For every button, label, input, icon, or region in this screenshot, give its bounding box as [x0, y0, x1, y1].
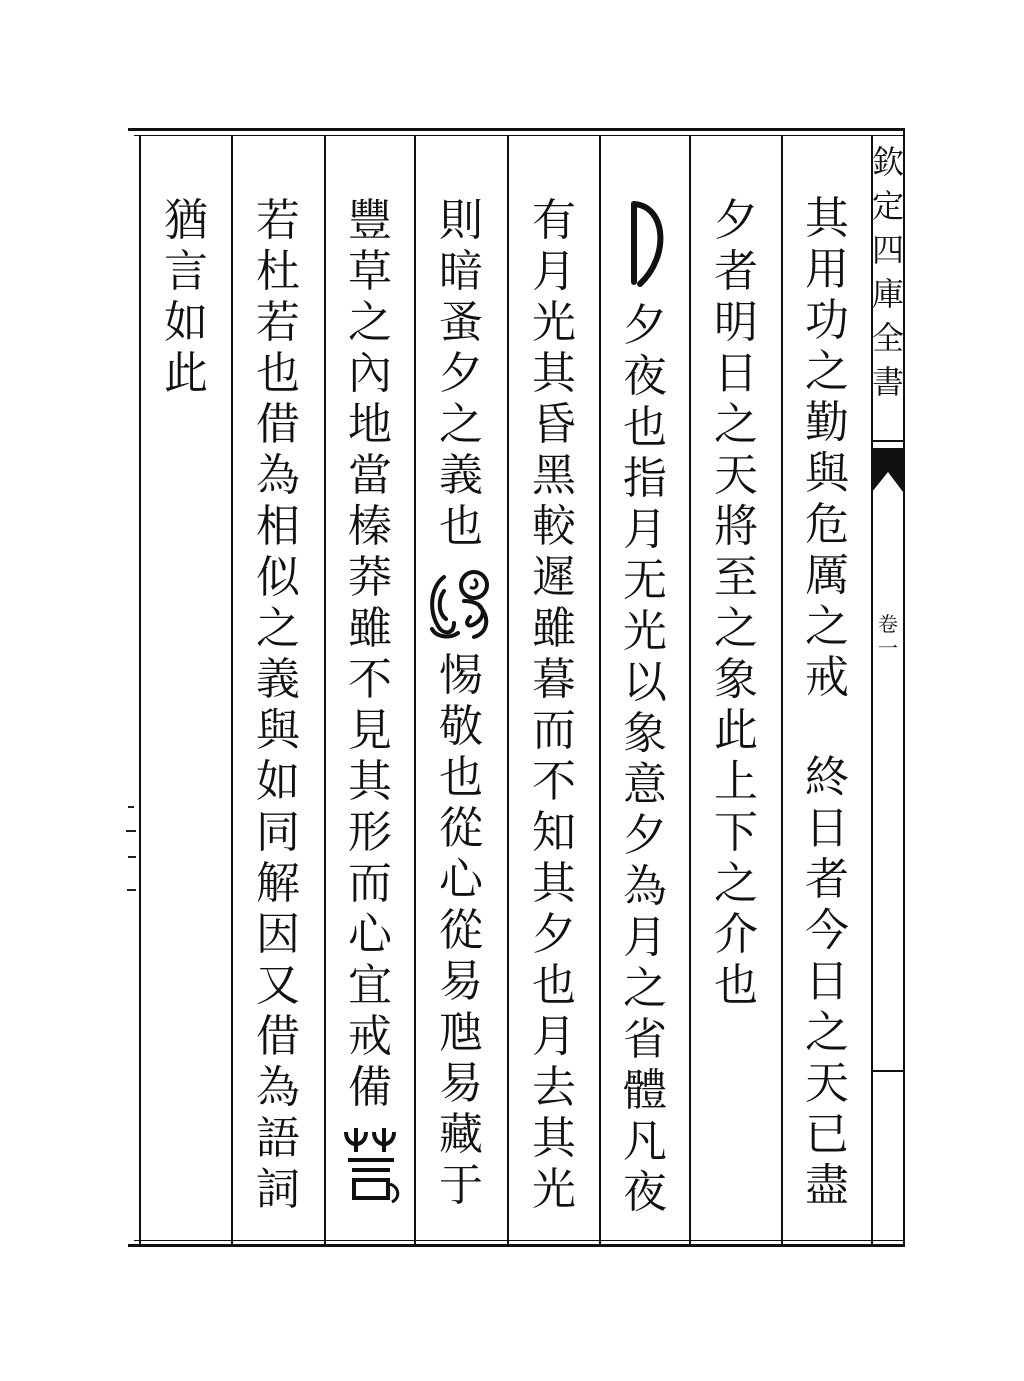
character: 定 — [871, 187, 904, 225]
character: 天 — [714, 450, 758, 501]
character: 為 — [623, 861, 667, 912]
character: 書 — [871, 363, 904, 401]
character: 明 — [714, 297, 758, 348]
character: 從 — [439, 905, 483, 956]
character: 功 — [805, 295, 849, 346]
character: 也 — [714, 960, 758, 1011]
column-rule — [689, 135, 691, 1244]
fish-tail-mark — [872, 448, 903, 494]
character: 昏 — [532, 399, 576, 450]
text-column-2 — [704, 195, 768, 1011]
character: 意 — [623, 759, 667, 810]
character: 而 — [532, 705, 576, 756]
character: 月 — [623, 912, 667, 963]
character: 備 — [348, 1062, 392, 1113]
character: 如 — [164, 297, 208, 348]
character: 黑 — [532, 450, 576, 501]
character: 戒 — [348, 1011, 392, 1062]
character: 形 — [348, 807, 392, 858]
character: 凡 — [623, 1116, 667, 1167]
character: 其 — [532, 858, 576, 909]
character: 戒 — [805, 652, 849, 703]
character: 其 — [532, 348, 576, 399]
column-rule — [231, 135, 233, 1244]
character: 省 — [623, 1014, 667, 1065]
character: 其 — [348, 756, 392, 807]
character: 體 — [623, 1065, 667, 1116]
character: 蚤 — [439, 297, 483, 348]
character: 當 — [348, 450, 392, 501]
character: 月 — [532, 1011, 576, 1062]
character: 似 — [256, 552, 300, 603]
character: 无 — [623, 555, 667, 606]
character: 勤 — [805, 397, 849, 448]
character: 已 — [805, 1109, 849, 1160]
book-title — [871, 140, 905, 404]
seal-script-glyph — [620, 198, 674, 290]
seal-script-glyph — [340, 1124, 402, 1204]
character: 暗 — [439, 246, 483, 297]
character: 終 — [805, 752, 849, 803]
character: 也 — [439, 752, 483, 803]
character: 月 — [532, 246, 576, 297]
character: 言 — [164, 246, 208, 297]
frame-left-border — [139, 135, 141, 1244]
character: 危 — [805, 499, 849, 550]
character: 光 — [623, 606, 667, 657]
character: 有 — [532, 195, 576, 246]
character: 日 — [805, 803, 849, 854]
character: 知 — [532, 807, 576, 858]
character: 日 — [714, 348, 758, 399]
character: 象 — [623, 708, 667, 759]
character: 莽 — [348, 552, 392, 603]
character: 用 — [805, 244, 849, 295]
character: 猶 — [164, 195, 208, 246]
character: 其 — [532, 1113, 576, 1164]
character: 而 — [348, 858, 392, 909]
character: 借 — [256, 1011, 300, 1062]
character: 詞 — [256, 1164, 300, 1215]
character: 解 — [256, 858, 300, 909]
character: 不 — [348, 654, 392, 705]
character: 夕 — [532, 909, 576, 960]
character: 之 — [805, 601, 849, 652]
character: 為 — [256, 450, 300, 501]
character: 全 — [871, 319, 904, 357]
column-rule — [324, 135, 326, 1244]
character: 杜 — [256, 246, 300, 297]
character: 夜 — [623, 1167, 667, 1218]
character: 今 — [805, 905, 849, 956]
character: 夕 — [439, 348, 483, 399]
character: 天 — [805, 1058, 849, 1109]
character: 下 — [714, 807, 758, 858]
character: 藏 — [439, 1109, 483, 1160]
scan-speck — [128, 856, 136, 858]
character: 上 — [714, 756, 758, 807]
character: 遲 — [532, 552, 576, 603]
character: 以 — [623, 657, 667, 708]
character: 將 — [714, 501, 758, 552]
character: 此 — [714, 705, 758, 756]
frame-top-inner-border — [134, 135, 905, 136]
character: 厲 — [805, 550, 849, 601]
character: 之 — [623, 963, 667, 1014]
text-column-5-part-1 — [429, 195, 493, 552]
character: 也 — [532, 960, 576, 1011]
frame-bottom-border — [128, 1244, 905, 1247]
character: 之 — [256, 603, 300, 654]
character: 一 — [878, 636, 898, 660]
character: 之 — [714, 399, 758, 450]
character: 敬 — [439, 701, 483, 752]
character: 從 — [439, 803, 483, 854]
character: 同 — [256, 807, 300, 858]
character: 因 — [256, 909, 300, 960]
character: 易 — [439, 956, 483, 1007]
character: 易 — [439, 1058, 483, 1109]
character: 此 — [164, 348, 208, 399]
character: 之 — [439, 399, 483, 450]
character: 心 — [348, 909, 392, 960]
character: 雖 — [348, 603, 392, 654]
text-column-6 — [338, 195, 402, 1113]
character: 光 — [532, 1164, 576, 1215]
character: 相 — [256, 501, 300, 552]
character: 則 — [439, 195, 483, 246]
character: 心 — [439, 854, 483, 905]
character: 之 — [714, 603, 758, 654]
character: 去 — [532, 1062, 576, 1113]
character: 暮 — [532, 654, 576, 705]
character: 之 — [348, 297, 392, 348]
text-column-1-part-2 — [795, 752, 859, 1211]
column-rule — [599, 135, 601, 1244]
character: 若 — [256, 297, 300, 348]
character: 見 — [348, 705, 392, 756]
character: 光 — [532, 297, 576, 348]
character: 其 — [805, 193, 849, 244]
character: 內 — [348, 348, 392, 399]
character: 庫 — [871, 275, 904, 313]
character: 月 — [623, 504, 667, 555]
volume-label — [873, 612, 903, 660]
text-column-3 — [613, 300, 677, 1218]
character: 欽 — [871, 143, 904, 181]
text-column-7 — [246, 195, 310, 1215]
frame-top-border — [128, 128, 905, 131]
character: 為 — [256, 1062, 300, 1113]
character: 指 — [623, 453, 667, 504]
character: 也 — [256, 348, 300, 399]
character: 日 — [805, 956, 849, 1007]
character: 若 — [256, 195, 300, 246]
column-rule — [781, 135, 783, 1244]
character: 宜 — [348, 960, 392, 1011]
character: 語 — [256, 1113, 300, 1164]
margin-divider — [872, 1070, 903, 1072]
character: 卷 — [878, 612, 898, 636]
scan-speck — [126, 830, 136, 832]
character: 盡 — [805, 1160, 849, 1211]
text-column-8 — [154, 195, 218, 399]
scan-speck — [128, 806, 134, 808]
character: 之 — [805, 1007, 849, 1058]
character: 至 — [714, 552, 758, 603]
character: 之 — [805, 346, 849, 397]
character: 之 — [714, 858, 758, 909]
character: 也 — [439, 501, 483, 552]
character: 夜 — [623, 351, 667, 402]
character: 夕 — [623, 810, 667, 861]
character: 草 — [348, 246, 392, 297]
character: 借 — [256, 399, 300, 450]
margin-divider — [872, 440, 903, 442]
character: 者 — [805, 854, 849, 905]
character: 與 — [805, 448, 849, 499]
column-rule — [507, 135, 509, 1244]
character: 虺 — [439, 1007, 483, 1058]
character: 與 — [256, 705, 300, 756]
text-column-1-part-1 — [795, 193, 859, 703]
character: 四 — [871, 231, 904, 269]
character: 夕 — [714, 195, 758, 246]
character: 豐 — [348, 195, 392, 246]
text-column-5-part-2 — [429, 650, 493, 1211]
seal-script-glyph — [424, 563, 496, 641]
scan-speck — [127, 889, 136, 891]
character: 不 — [532, 756, 576, 807]
text-column-4 — [522, 195, 586, 1215]
character: 如 — [256, 756, 300, 807]
character: 義 — [439, 450, 483, 501]
frame-bottom-inner-border — [134, 1240, 905, 1241]
character: 也 — [623, 402, 667, 453]
character: 地 — [348, 399, 392, 450]
character: 介 — [714, 909, 758, 960]
character: 義 — [256, 654, 300, 705]
character: 榛 — [348, 501, 392, 552]
character: 又 — [256, 960, 300, 1011]
character: 者 — [714, 246, 758, 297]
character: 象 — [714, 654, 758, 705]
character: 惕 — [439, 650, 483, 701]
character: 于 — [439, 1160, 483, 1211]
column-rule — [414, 135, 416, 1244]
character: 雖 — [532, 603, 576, 654]
character: 夕 — [623, 300, 667, 351]
character: 較 — [532, 501, 576, 552]
